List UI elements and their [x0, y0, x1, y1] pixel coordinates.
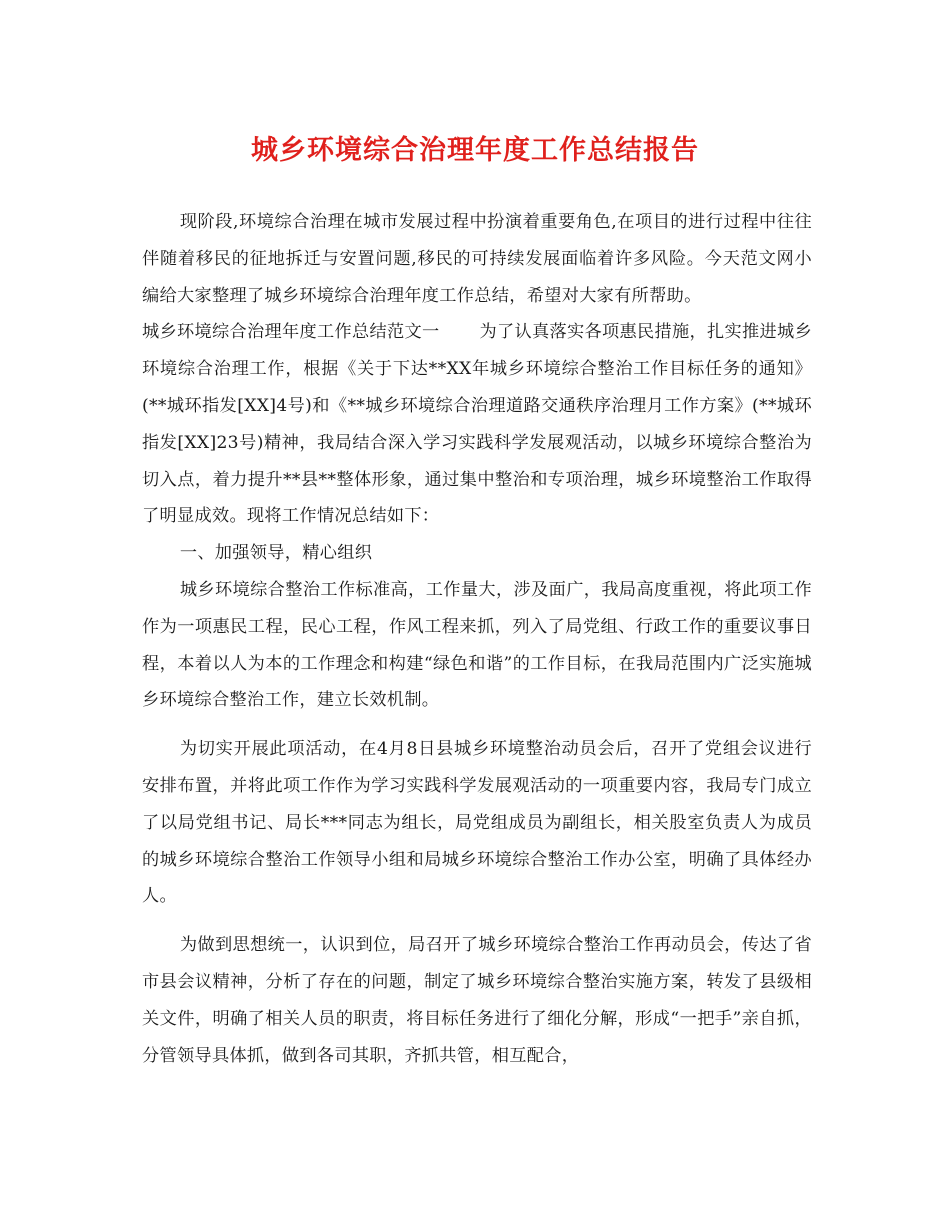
body-paragraph-2: 为切实开展此项活动，在4月8日县城乡环境整治动员会后，召开了党组会议进行安排布置，并将此项工作作为学习实践科学发展观活动的一项重要内容，我局专门成立了以局党组书记、局长***同志为组长，局党组成员为副组长，相关股室负责人为成员的城乡环境综合整治工作领导小组和局城乡环境综合整治工作办公室，明确了具体经办人。: [142, 739, 812, 907]
body-paragraph-1: 城乡环境综合整治工作标准高，工作量大，涉及面广，我局高度重视，将此项工作作为一项惠民工程，民心工程，作风工程来抓，列入了局党组、行政工作的重要议事日程，本着以人为本的工作理念和构建“绿色和谐”的工作目标，在我局范围内广泛实施城乡环境综合整治工作，建立长效机制。: [142, 579, 812, 711]
sample-paragraph: [142, 314, 812, 535]
sample-heading: 城乡环境综合治理年度工作总结范文一: [142, 322, 440, 343]
sample-first-paragraph: 为了认真落实各项惠民措施，扎实推进城乡环境综合治理工作，根据《关于下达**XX年城乡环境综合整治工作目标任务的通知》(**城环指发[XX]4号)和《**城乡环境综合治理道路交通秩序治理月工作方案》(**城环指发[XX]23号)精神，我局结合深入学习实践科学发展观活动，以城乡环境综合整治为切入点，着力提升**县**整体形象，通过集中整治和专项治理，城乡环境整治工作取得了明显成效。现将工作情况总结如下：: [142, 322, 812, 527]
body-paragraph-3: 为做到思想统一，认识到位，局召开了城乡环境综合整治工作再动员会，传达了省市县会议精神，分析了存在的问题，制定了城乡环境综合整治实施方案，转发了县级相关文件，明确了相关人员的职责，将目标任务进行了细化分解，形成“一把手”亲自抓，分管领导具体抓，做到各司其职，齐抓共管，相互配合，: [142, 935, 812, 1066]
document-title: 城乡环境综合治理年度工作总结报告: [251, 135, 699, 166]
section-heading: 一、加强领导，精心组织: [179, 543, 373, 564]
document-body: [142, 204, 812, 1074]
intro-paragraph: 现阶段,环境综合治理在城市发展过程中扮演着重要角色,在项目的进行过程中往往伴随着移民的征地拆迁与安置问题,移民的可持续发展面临着许多风险。今天范文网小编给大家整理了城乡环境综合治理年度工作总结，希望对大家有所帮助。: [142, 212, 812, 306]
